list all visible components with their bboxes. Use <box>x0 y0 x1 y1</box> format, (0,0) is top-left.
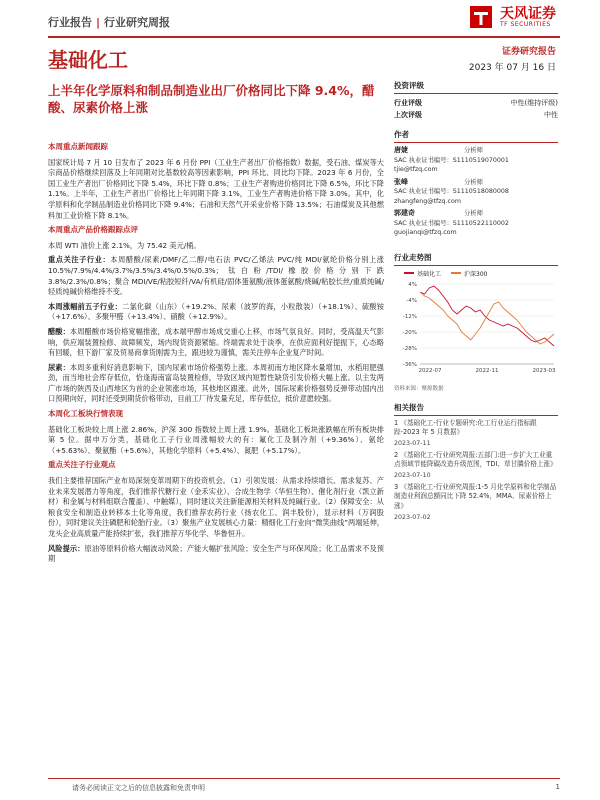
x-tick-label: 2023-03 <box>532 367 556 374</box>
report-title: 上半年化学原料和制品制造业出厂价格同比下降 9.4%，醋酸、尿素价格上涨 <box>48 83 375 115</box>
section-market-title: 本周化工板块行情表现 <box>48 409 123 419</box>
chart-source: 资料来源：聚源数据 <box>394 385 444 392</box>
trend-chart-svg <box>394 280 558 380</box>
acetic-acid-label: 醋酸： <box>48 326 70 336</box>
y-tick-label: -4% <box>406 297 417 304</box>
related-report-date: 2023-07-10 <box>394 471 431 479</box>
header-divider <box>48 36 560 38</box>
industry-rating-value: 中性(维持评级) <box>510 99 558 107</box>
section-news-title: 本周重点新闻跟踪 <box>48 142 108 151</box>
top-gainers-text <box>48 302 384 323</box>
author-title: 作者 <box>394 129 558 143</box>
y-tick-label: -20% <box>402 329 417 336</box>
prev-rating-label: 上次评级 <box>394 111 422 119</box>
acetic-acid-text <box>48 327 384 359</box>
top-gainers-body: 二氯化碳（山东）（+19.2%、尿素（波罗的海，小粒散装）（+18.1%）、硫酸铵（+17.6%）、多聚甲醛（+13.4%）、硝酸（+12.9%）。 <box>48 301 384 322</box>
section-market-text: 基础化工板块较上周上涨 2.86%，沪深 300 指数较上周上涨 1.9%。基础化工板块涨跌幅在所有板块排第 5 位。据申万分类，基础化工子行业周涨幅较大的有：氟化工及制冷剂（+9.36%）、氨纶（+5.63%）、聚氨酯（+5.6%），其他化学原料（+5.4%）、氮肥（+5.17%）。 <box>48 424 384 455</box>
related-report-link[interactable]: 1 《基础化工-行业专题研究:化工行业运行指标跟踪-2023 年 5 月数据》 <box>394 418 537 437</box>
top-gainers-label: 本周涨幅前五子行业： <box>48 301 123 311</box>
tf-logo-icon <box>468 4 494 30</box>
author-email[interactable]: tjie@tfzq.com <box>394 166 438 173</box>
company-logo <box>468 4 556 30</box>
main-content <box>48 138 384 569</box>
risk-body: 原油等原料价格大幅波动风险；产能大幅扩张风险；安全生产与环保风险；化工品需求不及预期 <box>48 543 384 564</box>
author-list <box>394 146 558 238</box>
related-list <box>394 419 558 521</box>
report-date: 2023 年 07 月 16 日 <box>468 63 556 73</box>
author-email[interactable]: zhangfeng@tfzq.com <box>394 197 461 205</box>
related-report-link[interactable]: 3 《基础化工-行业研究周报:1-5 月化学原料和化学制品制造业利润总额同比下降 52.4%，MMA、尿素价格上涨》 <box>394 482 557 511</box>
industry-rating-row <box>394 97 558 109</box>
section-views-title: 重点关注子行业观点 <box>48 460 116 470</box>
subcategory-label: 行业研究周报 <box>104 16 171 29</box>
prev-rating-value: 中性 <box>544 111 558 119</box>
logo-en: TF SECURITIES <box>500 20 551 28</box>
focus-subindustry-text <box>48 255 384 297</box>
focus-body: 本周醋酸/尿素/DMF/乙二醇/电石法 PVC/乙烯法 PVC/纯 MDI/氨纶价格分别上涨 10.5%/7.9%/4.4%/3.7%/3.5%/3.4%/0.5%/0.3%；钛白粉/TDI/橡胶价格分别下跌 3.8%/2.3%/0.8%；聚合 MDI/VE/粘胶短纤/VA/有机硅/固体蛋氨酸/液体蛋氨酸/烧碱/粘胶长丝/重质纯碱/轻质纯碱价格维持不变。 <box>48 255 384 297</box>
legend-label: 基础化工 <box>417 270 442 278</box>
trend-title: 行业走势图 <box>394 252 558 266</box>
author-item <box>394 178 558 207</box>
rating-title: 投资评级 <box>394 80 558 94</box>
acetic-acid-body: 本周醋酸市场价格宽幅推涨，成本端甲醇市场成交重心上移，市场气氛良好。同时，受高温天气影响，供应端装置检修、故障频发，场内现货资源紧缩。终端需求处于淡季，在供应面利好提振下，心态略有回暖，但下游厂家及贸易商拿货刚需为主，跟进较为谨慎，需关注停车企业复产时间。 <box>48 326 384 358</box>
author-name: 张峰 <box>394 177 408 186</box>
y-tick-label: -28% <box>402 345 417 352</box>
trend-chart <box>394 269 558 392</box>
related-title: 相关报告 <box>394 402 558 416</box>
author-cert: SAC 执业证书编号：S1110518080008 <box>394 188 509 195</box>
section-news-text: 国家统计局 7 月 10 日发布了 2023 年 6 月份 PPI（工业生产者出厂价格指数）数据，受石油、煤炭等大宗商品价格继续回落及上年同期对比基数较高等因素影响，PPI 环比、同比均下降。2023 年 6 月份，全国工业生产者出厂价格同比下降 5.4%，环比下降 0.8%；工业生产者购进价格同比下降 6.5%，环比下降 1.1%。上半年，工业生产者出厂价格比上年同期下降 3.1%，工业生产者购进价格下降 3.0%。其中，化学原料和化学制品制造业价格同比下降 9.4%；石油和天然气开采业价格下降 13.5%；石油煤炭及其他燃料加工业价格下降 8.1%。 <box>48 157 384 220</box>
legend-swatch <box>451 272 461 274</box>
author-item <box>394 209 558 238</box>
focus-label: 重点关注子行业： <box>48 255 111 265</box>
risk-label: 风险提示： <box>48 543 85 553</box>
urea-body: 本周多重利好消息影响下，国内尿素市场价格强势上涨。本周初南方地区降水量增加，水稻用肥强劲，而当地社会库存低位，恰逢海南富岛装置检修，导致区域内短暂性缺货引发价格大幅上涨。以主发两广市场的陕西及山西地区为首的企业领涨市场，其他地区跟涨。此外，国际尿素价格强势反弹带动国内出口预期向好，同时还受到期货价格带动，目前工厂待发量充足，库存低位，抵价意愿较强。 <box>48 362 384 404</box>
sidebar <box>394 80 558 525</box>
section-price-title: 本周重点产品价格跟踪点评 <box>48 225 138 235</box>
industry-rating-label: 行业评级 <box>394 99 422 107</box>
legend-swatch <box>404 272 414 274</box>
urea-text <box>48 363 384 405</box>
category-label: 行业报告 <box>48 16 92 29</box>
author-name: 郭建奇 <box>394 209 415 217</box>
related-report-link[interactable]: 2 《基础化工-行业研究周报:五部门:进一步扩大工业重点领域节能降碳改造升级范围，TDI、草甘膦价格上涨》 <box>394 450 557 469</box>
y-tick-label: 4% <box>408 281 417 288</box>
page-number: 1 <box>555 783 560 791</box>
page-footer <box>48 778 560 793</box>
y-tick-label: -12% <box>402 313 417 320</box>
urea-label: 尿素： <box>48 362 70 372</box>
legend-item <box>451 269 487 278</box>
related-report-date: 2023-07-11 <box>394 439 431 447</box>
logo-name: 天风证券 <box>500 5 556 22</box>
legend-label: 沪深300 <box>464 270 488 278</box>
risk-text <box>48 544 384 565</box>
industry-title: 基础化工 <box>48 48 128 72</box>
author-cert: SAC 执业证书编号：S1110519070001 <box>394 156 509 164</box>
report-type: 证券研究报告 <box>501 47 556 57</box>
prev-rating-row <box>394 109 558 121</box>
author-email[interactable]: guojianqi@tfzq.com <box>394 229 457 236</box>
chart-legend <box>404 269 558 278</box>
related-report-date: 2023-07-02 <box>394 513 431 521</box>
legend-item <box>404 269 441 278</box>
x-tick-label: 2022-11 <box>475 367 499 374</box>
author-role: 分析师 <box>464 178 483 186</box>
x-tick-label: 2022-07 <box>418 367 442 374</box>
author-name: 唐婕 <box>394 146 408 154</box>
report-category: 行业报告 | 行业研究周报 <box>48 16 171 29</box>
disclaimer: 请务必阅读正文之后的信息披露和免责申明 <box>72 784 205 792</box>
author-cert: SAC 执业证书编号：S1110522110002 <box>394 219 509 227</box>
oil-price-text: 本周 WTI 油价上涨 2.1%，为 75.42 美元/桶。 <box>48 240 201 250</box>
author-role: 分析师 <box>464 210 483 217</box>
section-views-text: 我们主要推荐国际产业布局深刻变革周期下的投资机会。（1）引领发展：从需求持续增长、需求复苏、产业未来发展潜力等角度，我们推荐代糖行业（金禾实业）、合成生物学（华恒生物）、催化剂行业（凯立新材）和金属与材料组联合覆盖）、中触媒），同时建议关注新能源相关材料及纯碱行业。（2）保障安全：从粮食安全和制造业转移本土化等角度，我们推荐农药行业（扬农化工、润丰股份），显示材料（万润股份），同时建议关注磷肥和轮胎行业。（3）聚焦产业发展核心力量：精细化工行业向“微笑曲线”两端延伸，龙头企业高质量产能持续扩张，我们推荐万华化学、华鲁恒升。 <box>48 476 384 538</box>
y-tick-label: -36% <box>402 361 417 368</box>
author-role: 分析师 <box>464 147 483 154</box>
author-item <box>394 146 558 175</box>
